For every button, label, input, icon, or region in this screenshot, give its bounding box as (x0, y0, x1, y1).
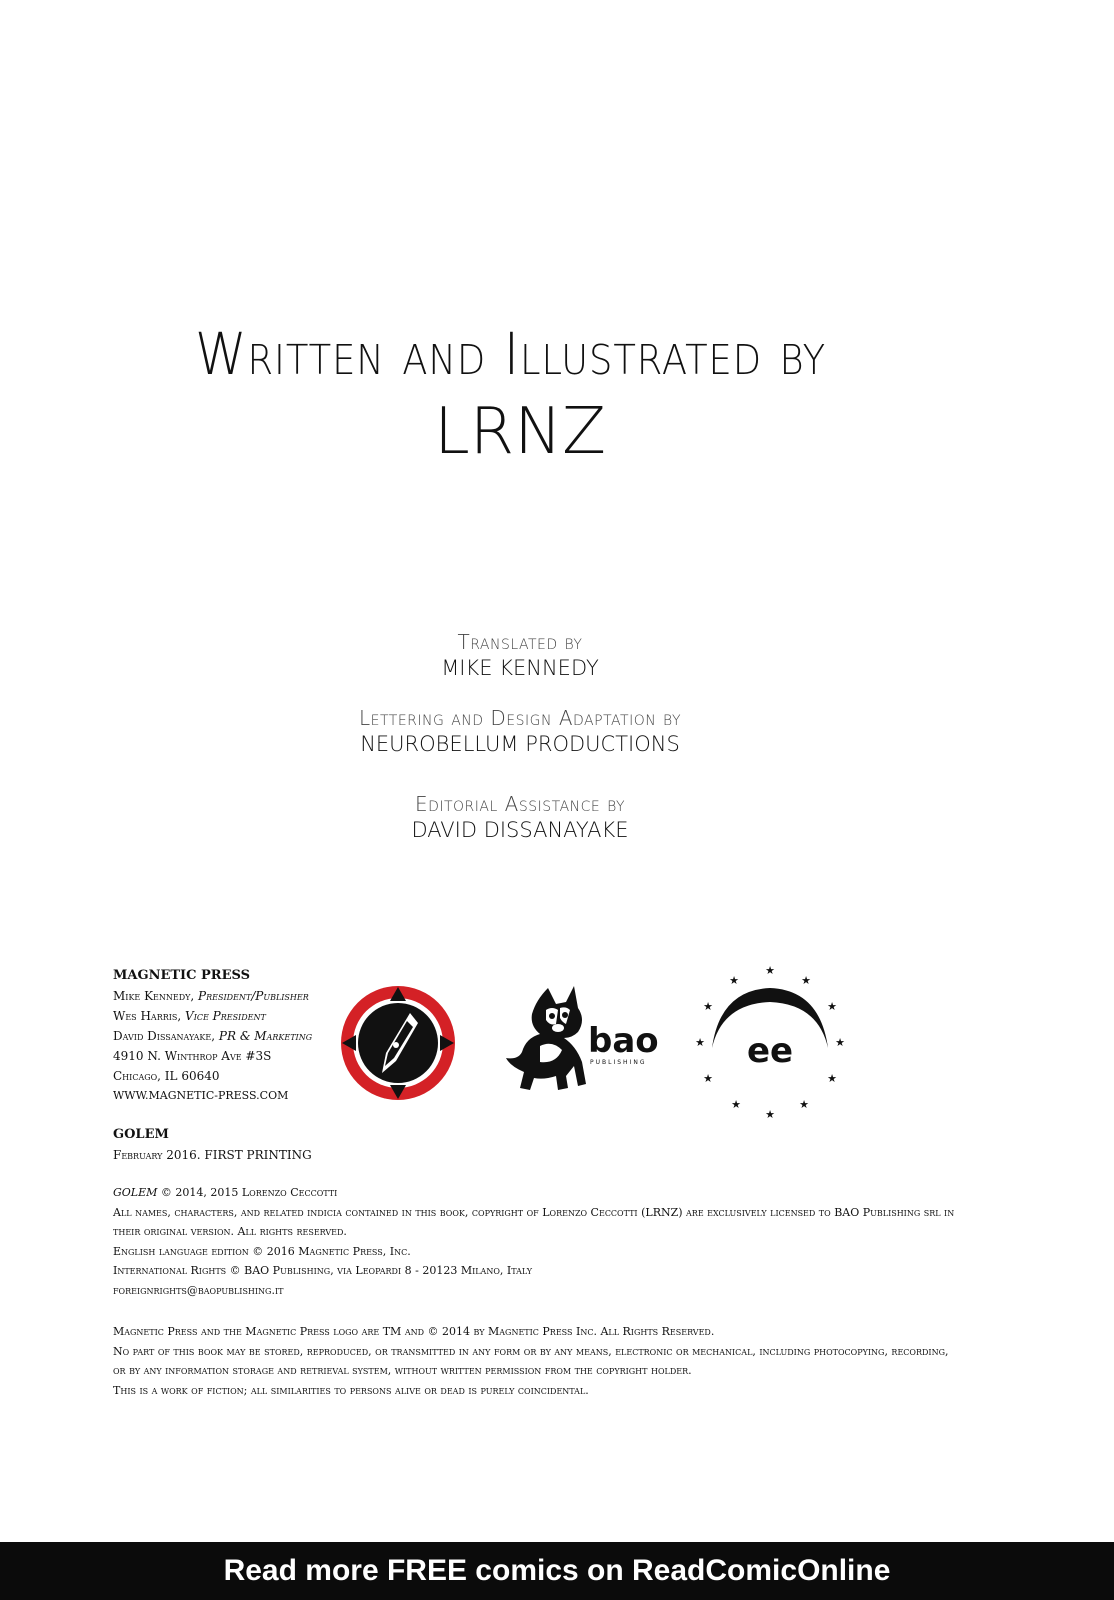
bao-wordmark: bao (588, 1021, 659, 1061)
publisher-name: MAGNETIC PRESS (113, 968, 250, 983)
fiction-disclaimer: This is a work of fiction; all similarities to persons alive or dead is purely coincidental. (113, 1383, 589, 1397)
no-part-line-1: No part of this book may be stored, reproduced, or transmitted in any form or by any means, electronic or mechanical, including photocopying, recording, (113, 1344, 949, 1358)
editorial-label: Editorial Assistance by (414, 792, 626, 816)
editorial-credit (0, 792, 1040, 842)
svg-text:★: ★ (703, 1072, 713, 1085)
svg-text:★: ★ (765, 1108, 775, 1120)
svg-text:★: ★ (731, 1098, 741, 1111)
third-publisher-logo (690, 960, 850, 1120)
svg-text:★: ★ (801, 974, 811, 987)
svg-text:★: ★ (799, 1098, 809, 1111)
translator-credit (0, 630, 1040, 680)
foreign-rights-email: foreignrights@baopublishing.it (113, 1283, 284, 1297)
publisher-website: WWW.MAGNETIC-PRESS.COM (113, 1089, 289, 1102)
disclaimer-block (113, 1322, 973, 1400)
edition-block (113, 1125, 312, 1165)
publisher-address-2: Chicago, IL 60640 (113, 1069, 220, 1083)
svg-text:★: ★ (827, 1000, 837, 1013)
translator-name: MIKE KENNEDY (441, 656, 599, 680)
svg-text:★: ★ (695, 1036, 705, 1049)
svg-text:★: ★ (703, 1000, 713, 1013)
names-notice-2: their original version. All rights reserved. (113, 1225, 347, 1239)
publisher-block (113, 966, 353, 1106)
lettering-credit (0, 706, 1040, 756)
bao-publishing-logo (500, 980, 660, 1096)
publisher-staff-1: Mike Kennedy, President/Publisher (113, 989, 309, 1003)
read-more-banner[interactable]: Read more FREE comics on ReadComicOnline (0, 1542, 1114, 1600)
english-edition-line: English language edition © 2016 Magnetic Press, Inc. (113, 1244, 411, 1258)
svg-text:★: ★ (765, 964, 775, 977)
bao-subtitle: PUBLISHING (590, 1059, 647, 1066)
editor-name: DAVID DISSANAYAKE (411, 818, 629, 842)
svg-text:★: ★ (827, 1072, 837, 1085)
svg-text:★: ★ (729, 974, 739, 987)
publisher-address-1: 4910 N. Winthrop Ave #3S (113, 1049, 272, 1063)
ee-mark: ee (746, 1031, 794, 1071)
credits-title: Written and Illustrated by (195, 320, 827, 388)
printing-info: February 2016. FIRST PRINTING (113, 1148, 312, 1162)
international-rights-line: International Rights © BAO Publishing, via Leopardi 8 - 20123 Milano, Italy (113, 1264, 532, 1278)
no-part-line-2: or by any information storage and retrieval system, without written permission from the copyright holder. (113, 1364, 692, 1378)
publisher-staff-2: Wes Harris, Vice President (113, 1009, 266, 1023)
book-title: GOLEM (113, 1127, 169, 1142)
lettering-label: Lettering and Design Adaptation by (358, 706, 682, 730)
publisher-staff-3: David Dissanayake, PR & Marketing (113, 1029, 313, 1043)
svg-text:★: ★ (835, 1036, 845, 1049)
copyright-line: GOLEM © 2014, 2015 Lorenzo Ceccotti (113, 1186, 338, 1199)
copyright-block (113, 1183, 973, 1301)
letterer-name: NEUROBELLUM PRODUCTIONS (360, 732, 680, 756)
trademark-line: Magnetic Press and the Magnetic Press logo are TM and © 2014 by Magnetic Press Inc. All Rights Reserved. (113, 1325, 715, 1338)
author-name: LRNZ (434, 395, 606, 469)
translated-label: Translated by (457, 630, 583, 654)
magnetic-press-logo (338, 983, 458, 1103)
names-notice-1: All names, characters, and related indicia contained in this book, copyright of Lorenzo Ceccotti (LRNZ) are exclusively licensed to BAO Publishing srl in (113, 1205, 955, 1219)
